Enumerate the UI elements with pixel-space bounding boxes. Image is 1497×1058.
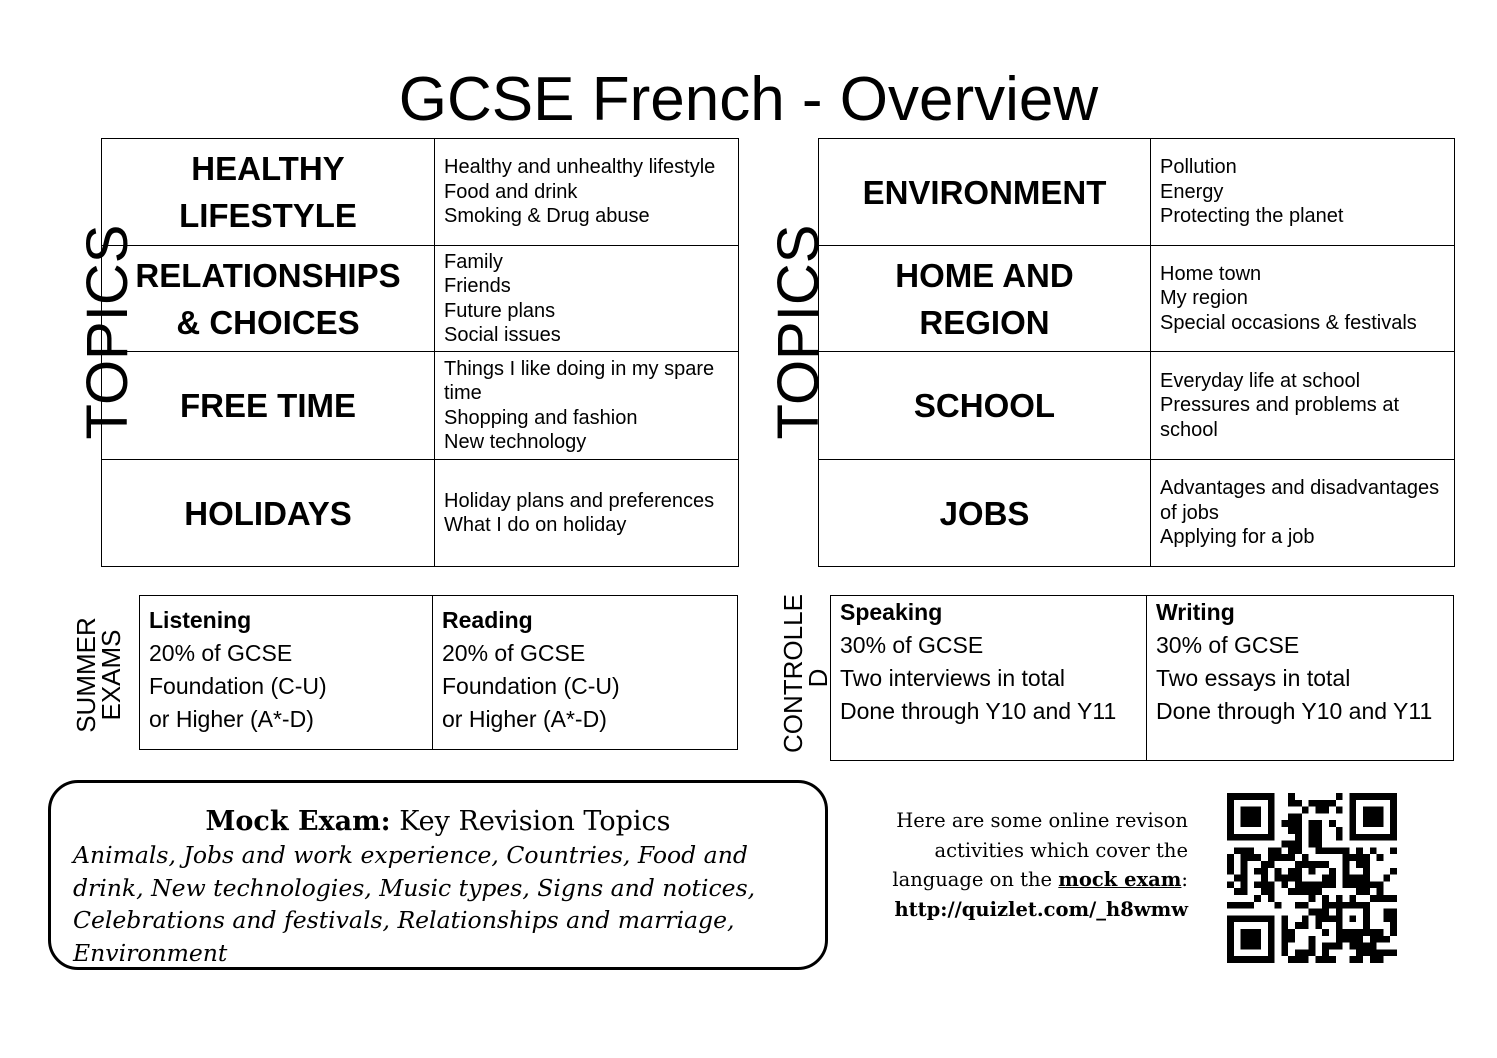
summer-exams-label [71,600,126,750]
subtopic-item: Social issues [444,324,561,346]
subtopic-item: Pollution [1160,156,1237,179]
listening-line: Foundation (C-U) [149,673,327,699]
reading-cell [433,596,738,750]
topic-name-line: JOBS [939,494,1030,532]
topic-name-line: REGION [919,303,1050,341]
listening-heading: Listening [149,607,252,633]
online-text: Here are some online revison activities which cover the language on the [892,809,1188,891]
topic-row [819,246,1455,352]
summer-exams-label-line-2: EXAMS [96,629,126,721]
topic-name-line: RELATIONSHIPS [135,256,401,294]
topics-label-right: TOPICS [766,224,831,440]
writing-line: Done through Y10 and Y11 [1156,698,1433,724]
mock-exam-heading-rest: Key Revision Topics [390,806,671,837]
subtopic-item: Healthy and unhealthy lifestyle [444,156,716,179]
writing-line: Two essays in total [1156,665,1351,691]
subtopic-item: What I do on holiday [444,514,627,536]
qr-code-icon[interactable] [1227,793,1397,963]
subtopic-item: Special occasions & festivals [1160,311,1417,334]
subtopic-item: Home town [1160,262,1262,285]
topic-name [819,246,1151,352]
topic-row [102,352,739,460]
speaking-line: 30% of GCSE [840,632,984,658]
topic-subtopics [435,246,739,352]
mock-exam-box [48,780,828,970]
topic-name [102,246,435,352]
topic-name [819,460,1151,567]
topic-name-line: HOLIDAYS [184,494,352,532]
topic-row [102,246,739,352]
topic-name-line: & CHOICES [176,303,360,341]
topic-subtopics [1151,460,1455,567]
subtopic-item: Advantages and disadvantages of jobs [1160,477,1440,524]
topic-name-line: HOME AND [895,256,1074,294]
subtopic-item: Protecting the planet [1160,205,1344,228]
topics-label-left: TOPICS [75,224,140,440]
topic-name-line: SCHOOL [913,387,1056,424]
listening-cell [140,596,433,750]
summer-exams-label-line-1: SUMMER [71,617,101,733]
subtopic-item: Everyday life at school [1160,369,1361,392]
subtopic-item: Food and drink [444,180,578,203]
topic-row [819,352,1455,460]
controlled-label-line-2: D [803,668,833,688]
topic-subtopics [1151,139,1455,246]
topic-name-line: HEALTHY [191,150,345,187]
topic-subtopics [1151,246,1455,352]
topic-name [102,352,435,460]
reading-heading: Reading [442,607,533,633]
left-topics-table [101,138,739,567]
mock-exam-topics: Animals, Jobs and work experience, Countries, Food and drink, New technologies, Music types, Signs and notices, Celebrations and festivals, Relationships and marriage, Environment [73,841,756,967]
subtopic-item: My region [1160,287,1248,310]
topic-subtopics [1151,352,1455,460]
subtopic-item: Shopping and fashion [444,406,638,429]
topic-subtopics [435,460,739,567]
listening-line: or Higher (A*-D) [149,706,314,732]
subtopic-item: Smoking & Drug abuse [444,205,650,228]
online-activities [848,806,1188,924]
subtopic-item: Pressures and problems at school [1160,394,1400,441]
topic-name-line: FREE TIME [179,387,356,424]
speaking-line: Done through Y10 and Y11 [840,698,1117,724]
topic-row [102,139,739,246]
online-colon: : [1181,868,1188,891]
subtopic-item: Holiday plans and preferences [444,489,715,512]
reading-line: 20% of GCSE [442,640,586,666]
mock-exam-heading [51,805,825,839]
topic-name [819,352,1151,460]
controlled-table [830,595,1454,761]
subtopic-item: New technology [444,431,587,453]
topic-name-line: LIFESTYLE [179,197,357,234]
page-title: GCSE French - Overview [398,65,1099,134]
topic-subtopics [435,139,739,246]
topic-row [819,139,1455,246]
subtopic-item: Applying for a job [1160,526,1315,549]
reading-line: Foundation (C-U) [442,673,620,699]
topic-name [102,139,435,246]
subtopic-item: Friends [444,275,511,297]
controlled-label-line-1: CONTROLLE [778,594,808,753]
mock-exam-heading-bold: Mock Exam: [205,806,391,837]
speaking-heading: Speaking [840,599,943,625]
controlled-label [778,594,833,753]
mock-exam-link[interactable]: mock exam [1058,868,1182,891]
subtopic-item: Future plans [444,299,556,322]
topic-name [819,139,1151,246]
subtopic-item: Energy [1160,180,1224,203]
writing-cell [1147,596,1454,761]
right-topics-table [818,138,1455,567]
reading-line: or Higher (A*-D) [442,706,607,732]
writing-line: 30% of GCSE [1156,632,1300,658]
topic-name-line: ENVIRONMENT [862,173,1107,211]
summer-exams-table [139,595,738,750]
topic-row [819,460,1455,567]
subtopic-item: Things I like doing in my spare time [444,357,715,404]
listening-line: 20% of GCSE [149,640,293,666]
speaking-line: Two interviews in total [840,665,1065,691]
topic-subtopics [435,352,739,460]
topic-name [102,460,435,567]
topic-row [102,460,739,567]
writing-heading: Writing [1156,599,1235,625]
quizlet-url[interactable]: http://quizlet.com/_h8wmw [894,897,1188,921]
speaking-cell [831,596,1147,761]
subtopic-item: Family [444,250,503,273]
